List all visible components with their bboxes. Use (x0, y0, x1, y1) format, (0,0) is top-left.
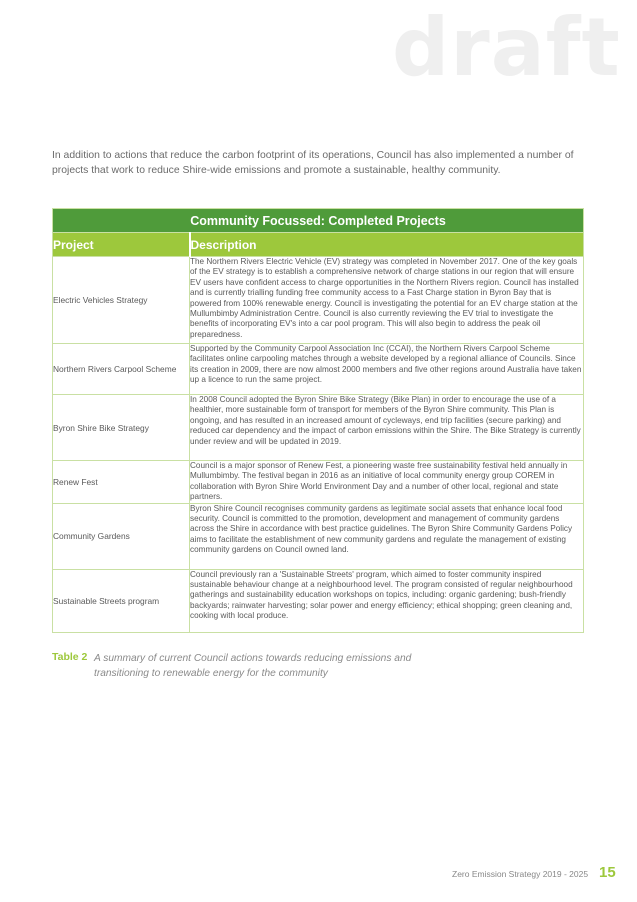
table-row (53, 503, 584, 569)
project-name: Renew Fest (53, 461, 190, 504)
table-title-row (53, 209, 584, 233)
footer-document-title: Zero Emission Strategy 2019 - 2025 (452, 869, 589, 879)
project-column-header: Project (53, 233, 190, 257)
project-name: Community Gardens (53, 503, 190, 569)
page-number: 15 (599, 864, 616, 881)
project-description: Byron Shire Council recognises community gardens as legitimate social assets that enhance local food security. Council is committed to the promotion, development and management of community gardens across the Shire in accordance with best practice guidelines. The Byron Shire Community Gardens Policy aims to facilitate the establishment of new community gardens and regulate the management of existing community gardens on Council owned land. (190, 503, 584, 569)
table-row (53, 257, 584, 344)
project-description: In 2008 Council adopted the Byron Shire Bike Strategy (Bike Plan) in order to encourage the use of a healthier, more sustainable form of transport for members of the Byron Shire community. This Plan is ongoing, and has resulted in an increased amount of cycleways, end trip facilities (secure parking) and reduced car dependency and the impact of carbon emissions within the Shire. The Bike Strategy is currently under review and will be updated in 2019. (190, 395, 584, 461)
table-title: Community Focussed: Completed Projects (53, 209, 584, 233)
table-header-row (53, 233, 584, 257)
project-name: Northern Rivers Carpool Scheme (53, 344, 190, 395)
caption-label: Table 2 (52, 651, 88, 663)
completed-projects-table (52, 208, 584, 633)
intro-paragraph: In addition to actions that reduce the carbon footprint of its operations, Council has also implemented a number of projects that work to reduce Shire-wide emissions and promote a sustainable, healthy community. (52, 150, 574, 176)
project-name: Electric Vehicles Strategy (53, 257, 190, 344)
table-row (53, 395, 584, 461)
project-name: Byron Shire Bike Strategy (53, 395, 190, 461)
description-column-header: Description (190, 233, 584, 257)
table-row (53, 461, 584, 504)
draft-watermark: draft (392, 1, 621, 94)
project-description: Supported by the Community Carpool Association Inc (CCAI), the Northern Rivers Carpool Scheme facilitates online carpooling matches through a website developed by a regional alliance of Councils. Since its creation in 2009, there are now almost 2000 members and five other regions around Australia have taken up a licence to run the same project. (190, 344, 584, 395)
table-row (53, 344, 584, 395)
caption-text: A summary of current Council actions towards reducing emissions and transitioning to renewable energy for the community (94, 653, 412, 679)
projects-table-container (52, 208, 584, 633)
project-description: Council is a major sponsor of Renew Fest, a pioneering waste free sustainability festival held annually in Mullumbimby. The festival began in 2016 as an initiative of local community energy group COREM in collaboration with Byron Shire World Environment Day and a number of other local, regional and state partners. (190, 461, 584, 504)
project-description: The Northern Rivers Electric Vehicle (EV) strategy was completed in November 2017. One of the key goals of the EV strategy is to establish a comprehensive network of charge stations in our region that will ensure EV users have confident access to charge opportunities in the Northern Rivers region. Council has installed and is currently trialling funding free community access to a Fast Charge station in Byron Bay that is powered from 100% renewable energy. Council is investigating the potential for an EV charge station at the Mullumbimby Administration Centre. Council is also currently reviewing the EV trial to investigate the benefits of incorporating EV's into a car pool program. This will also begin to address the peak oil preparedness. (190, 257, 584, 344)
project-description: Council previously ran a 'Sustainable Streets' program, which aimed to foster community inspired sustainable behaviour change at a neighbourhood level. The program consisted of regular neighbourhood gatherings and sustainability education workshops on topics, including: organic gardening; bush-friendly backyards; rainwater harvesting; solar power and energy efficiency; ethical shopping; green cleaning and, cooking with local produce. (190, 569, 584, 632)
project-name: Sustainable Streets program (53, 569, 190, 632)
table-row (53, 569, 584, 632)
